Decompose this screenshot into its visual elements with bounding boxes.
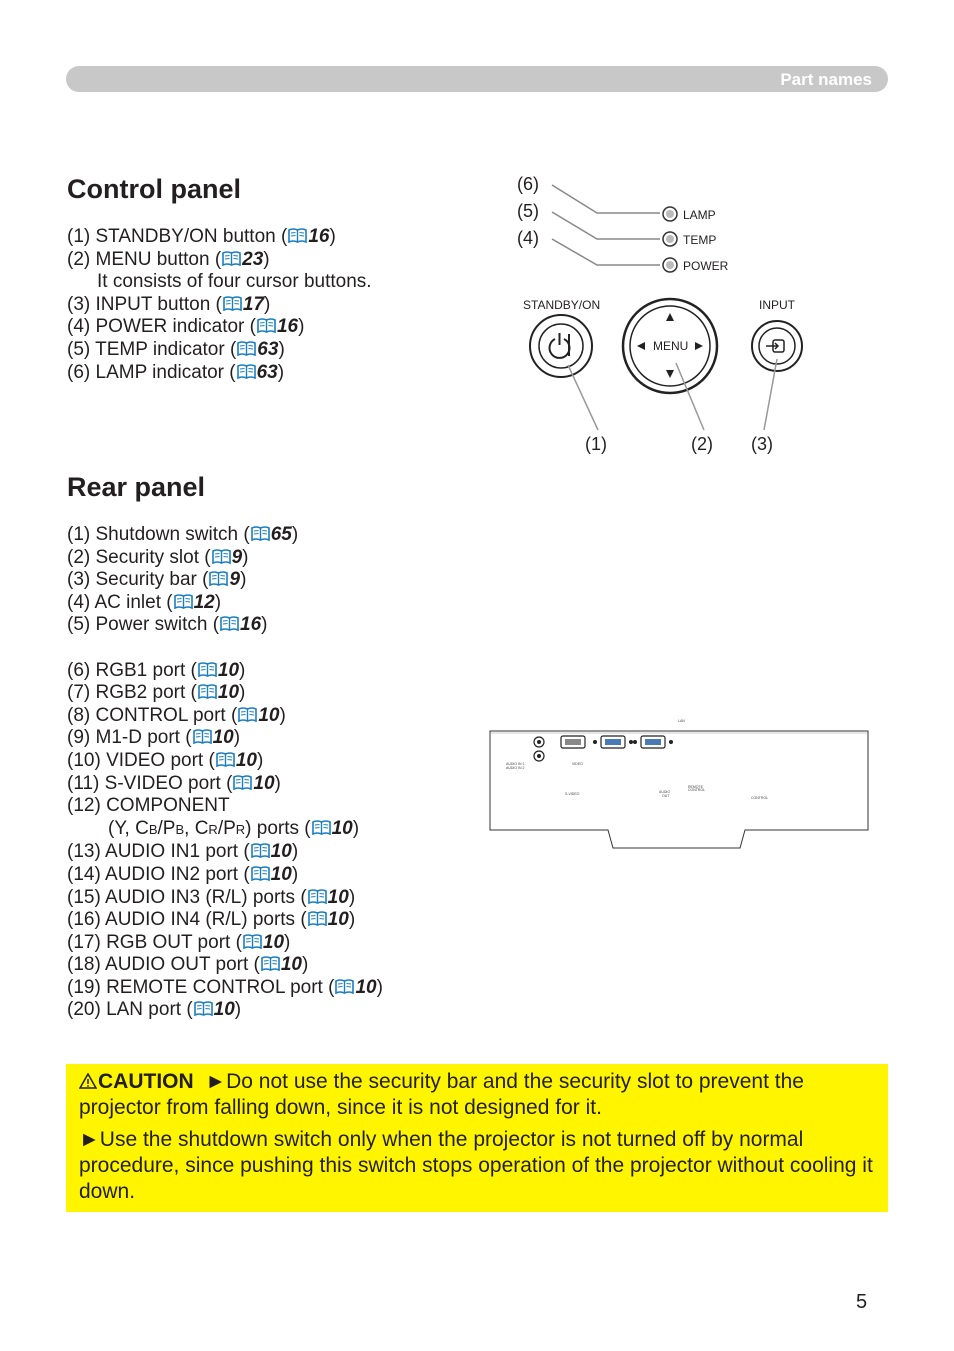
list-item: (7) RGB2 port ( 10) xyxy=(67,682,246,704)
page-reference[interactable]: 16 xyxy=(240,614,262,636)
book-icon xyxy=(223,296,242,311)
book-icon xyxy=(335,979,354,994)
svg-text:LAN: LAN xyxy=(678,719,685,723)
page-reference[interactable]: 10 xyxy=(217,682,240,704)
item-text: (14) AUDIO IN2 port ( xyxy=(67,863,250,885)
svg-text:OUT: OUT xyxy=(662,794,670,798)
item-text: (6) LAMP indicator ( xyxy=(67,361,236,383)
page-reference[interactable]: 10 xyxy=(327,909,349,931)
list-item: (5) Power switch ( 16) xyxy=(67,614,268,636)
rear-panel-diagram xyxy=(488,712,872,852)
temp-label: TEMP xyxy=(683,233,717,247)
page-reference[interactable]: 10 xyxy=(270,863,292,885)
book-icon xyxy=(288,228,307,243)
page-reference[interactable]: 10 xyxy=(327,886,349,908)
list-item xyxy=(67,271,372,294)
section-title: Part names xyxy=(780,70,872,89)
list-item: (9) M1-D port ( 10) xyxy=(67,727,241,749)
svg-text:REMOTE: REMOTE xyxy=(688,785,703,789)
item-text: (3) Security bar ( xyxy=(67,569,209,591)
book-icon xyxy=(257,318,276,333)
page-reference[interactable]: 10 xyxy=(212,727,234,749)
item-text: (18) AUDIO OUT port ( xyxy=(67,954,260,976)
input-label: INPUT xyxy=(759,298,795,312)
item-text: (3) INPUT button ( xyxy=(67,293,222,315)
book-icon xyxy=(174,594,193,609)
caution-para-1: CAUTION ►Do not use the security bar and the security slot to prevent the projector from falling down, since it is not designed for it. xyxy=(79,1070,804,1119)
book-icon xyxy=(193,729,212,744)
book-icon xyxy=(251,866,270,881)
page-reference[interactable]: 23 xyxy=(242,248,264,270)
book-icon xyxy=(308,911,327,926)
item-text: (15) AUDIO IN3 (R/L) ports ( xyxy=(67,886,307,908)
item-text: (5) Power switch ( xyxy=(67,614,220,636)
book-icon xyxy=(194,1001,213,1016)
list-item: (3) INPUT button ( 17) xyxy=(67,293,271,315)
page-reference[interactable]: 10 xyxy=(280,954,302,976)
page-reference[interactable]: 10 xyxy=(331,817,353,839)
power-label: POWER xyxy=(683,259,729,273)
list-item: (1) Shutdown switch ( 65) xyxy=(67,524,299,545)
book-icon xyxy=(238,707,257,722)
page-reference[interactable]: 16 xyxy=(308,226,330,247)
page-reference[interactable]: 10 xyxy=(235,749,257,771)
list-item: (10) VIDEO port ( 10) xyxy=(67,749,264,771)
callout-1: (1) xyxy=(585,434,607,454)
list-item: (5) TEMP indicator ( 63) xyxy=(67,338,285,360)
item-text: (2) Security slot ( xyxy=(67,546,211,568)
book-icon xyxy=(308,889,327,904)
page-reference[interactable]: 63 xyxy=(257,338,279,360)
lamp-label: LAMP xyxy=(683,208,716,222)
control-panel-list xyxy=(67,226,372,384)
list-item: (6) RGB1 port ( 10) xyxy=(67,659,246,681)
callout-4: (4) xyxy=(517,228,539,248)
page-reference[interactable]: 65 xyxy=(270,524,292,545)
item-text: (1) STANDBY/ON button ( xyxy=(67,226,288,247)
list-item: (13) AUDIO IN1 port ( 10) xyxy=(67,841,299,863)
caution-label: CAUTION xyxy=(98,1070,194,1093)
rear-panel-heading: Rear panel xyxy=(67,472,206,502)
book-icon xyxy=(209,571,228,586)
control-panel-diagram xyxy=(505,168,805,463)
list-item xyxy=(67,795,383,818)
book-icon xyxy=(198,684,217,699)
item-text: (8) CONTROL port ( xyxy=(67,704,238,726)
callout-6: (6) xyxy=(517,174,539,194)
list-item: (18) AUDIO OUT port ( 10) xyxy=(67,954,309,976)
book-icon xyxy=(251,843,270,858)
item-text: (4) POWER indicator ( xyxy=(67,316,256,338)
warning-icon xyxy=(79,1073,97,1089)
rear-panel-list xyxy=(67,524,383,1022)
page-reference[interactable]: 63 xyxy=(256,361,278,383)
page-reference[interactable]: 10 xyxy=(355,976,377,998)
standby-button-icon xyxy=(530,315,592,377)
list-item: (8) CONTROL port ( 10) xyxy=(67,704,286,726)
list-item: (20) LAN port ( 10) xyxy=(67,999,242,1021)
standby-label: STANDBY/ON xyxy=(523,298,601,312)
book-icon xyxy=(220,616,239,631)
item-text: (17) RGB OUT port ( xyxy=(67,931,242,953)
svg-text:VIDEO: VIDEO xyxy=(572,762,583,766)
list-item: (17) RGB OUT port ( 10) xyxy=(67,931,291,953)
input-button-icon xyxy=(752,321,802,371)
book-icon xyxy=(312,820,331,835)
item-text: (2) MENU button ( xyxy=(67,248,222,270)
caution-para-2: ►Use the shutdown switch only when the projector is not turned off by normal procedure, since pushing this switch stops operation of the projector without cooling it down. xyxy=(79,1128,873,1203)
page-reference[interactable]: 10 xyxy=(253,772,275,794)
book-icon xyxy=(216,752,235,767)
indicator-lights xyxy=(663,207,677,272)
item-text: It consists of four cursor buttons. xyxy=(97,271,372,293)
list-item: (19) REMOTE CONTROL port ( 10) xyxy=(67,976,383,998)
item-text: (20) LAN port ( xyxy=(67,999,193,1021)
item-text: (5) TEMP indicator ( xyxy=(67,338,237,360)
page-reference[interactable]: 9 xyxy=(229,569,241,591)
menu-button-icon xyxy=(623,299,717,393)
svg-text:CONTROL: CONTROL xyxy=(688,788,706,792)
page-reference[interactable]: 16 xyxy=(276,316,299,338)
list-item: (15) AUDIO IN3 (R/L) ports ( 10) xyxy=(67,886,356,908)
svg-text:AUDIO: AUDIO xyxy=(659,790,671,794)
menu-label: MENU xyxy=(653,339,689,353)
list-item: (16) AUDIO IN4 (R/L) ports ( 10) xyxy=(67,909,356,931)
page-reference[interactable]: 17 xyxy=(242,293,265,315)
item-text: (11) S-VIDEO port ( xyxy=(67,772,233,794)
page-reference[interactable]: 10 xyxy=(270,841,292,863)
page-reference[interactable]: 12 xyxy=(193,591,215,613)
svg-text:AUDIO IN 1: AUDIO IN 1 xyxy=(506,762,525,766)
list-item: (2) MENU button ( 23) xyxy=(67,248,270,270)
book-icon xyxy=(222,251,241,266)
svg-text:CONTROL: CONTROL xyxy=(751,796,769,800)
section-header-bar xyxy=(66,66,888,92)
book-icon xyxy=(243,934,262,949)
callout-3: (3) xyxy=(751,434,773,454)
list-item: (14) AUDIO IN2 port ( 10) xyxy=(67,863,299,885)
book-icon xyxy=(237,341,256,356)
list-item: (1) STANDBY/ON button ( 16) xyxy=(67,226,336,247)
book-icon xyxy=(237,364,256,379)
list-item: (6) LAMP indicator ( 63) xyxy=(67,361,285,383)
page-reference[interactable]: 10 xyxy=(258,704,280,726)
book-icon xyxy=(251,526,270,541)
item-text: (13) AUDIO IN1 port ( xyxy=(67,841,250,863)
item-text: (6) RGB1 port ( xyxy=(67,659,197,681)
list-item: (Y, CB/PB, CR/PR) ports ( 10) xyxy=(108,817,360,839)
item-text: (10) VIDEO port ( xyxy=(67,749,215,771)
book-icon xyxy=(261,956,280,971)
item-text: (4) AC inlet ( xyxy=(67,591,173,613)
book-icon xyxy=(212,549,231,564)
list-item: (2) Security slot ( 9) xyxy=(67,546,249,568)
callout-5: (5) xyxy=(517,201,539,221)
item-text: (12) COMPONENT xyxy=(67,795,230,817)
item-text: (9) M1-D port ( xyxy=(67,727,192,749)
page-reference[interactable]: 9 xyxy=(231,546,243,568)
list-item: (11) S-VIDEO port ( 10) xyxy=(67,772,281,794)
svg-text:AUDIO IN 2: AUDIO IN 2 xyxy=(506,766,525,770)
callout-2: (2) xyxy=(691,434,713,454)
item-text: (16) AUDIO IN4 (R/L) ports ( xyxy=(67,909,307,931)
item-text: (1) Shutdown switch ( xyxy=(67,524,250,545)
page-reference[interactable]: 10 xyxy=(217,659,240,681)
item-text: (19) REMOTE CONTROL port ( xyxy=(67,976,335,998)
list-item: (4) AC inlet ( 12) xyxy=(67,591,222,613)
control-panel-heading: Control panel xyxy=(67,174,241,204)
caution-box xyxy=(66,1064,888,1212)
book-icon xyxy=(198,662,217,677)
page-reference[interactable]: 10 xyxy=(262,931,285,953)
book-icon xyxy=(233,775,252,790)
list-item: (3) Security bar ( 9) xyxy=(67,569,247,591)
page-reference[interactable]: 10 xyxy=(213,999,235,1021)
item-text: (7) RGB2 port ( xyxy=(67,682,197,704)
list-item: (4) POWER indicator ( 16) xyxy=(67,316,305,338)
svg-text:S-VIDEO: S-VIDEO xyxy=(565,792,580,796)
page-number: 5 xyxy=(856,1291,868,1313)
